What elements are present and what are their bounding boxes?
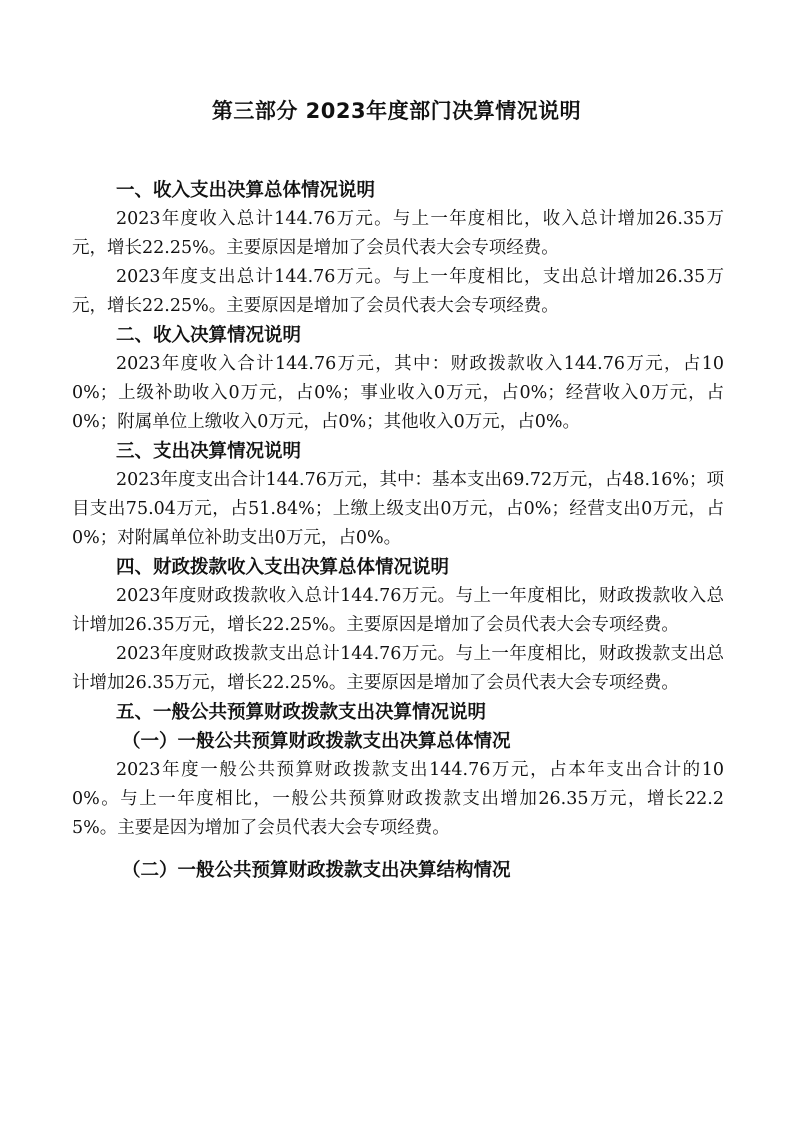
- section-heading-income-expenditure-overview: 一、收入支出决算总体情况说明: [116, 180, 376, 201]
- paragraph-fiscal-income: 2023年度财政拨款收入总计144.76万元。与上一年度相比，财政拨款收入总计增加26.35万元，增长22.25%。主要原因是增加了会员代表大会专项经费。: [72, 586, 724, 635]
- paragraph-income-breakdown: 2023年度收入合计144.76万元，其中：财政拨款收入144.76万元，占100%；上级补助收入0万元，占0%；事业收入0万元，占0%；经营收入0万元，占0%；附属单位上缴收入0万元，占0%；其他收入0万元，占0%。: [72, 354, 724, 432]
- paragraph-general-budget-overall: 2023年度一般公共预算财政拨款支出144.76万元，占本年支出合计的100%。与上一年度相比，一般公共预算财政拨款支出增加26.35万元，增长22.25%。主要是因为增加了会员代表大会专项经费。: [72, 760, 724, 838]
- paragraph-expenditure-breakdown: 2023年度支出合计144.76万元，其中：基本支出69.72万元，占48.16%；项目支出75.04万元，占51.84%；上缴上级支出0万元，占0%；经营支出0万元，占0%；对附属单位补助支出0万元，占0%。: [72, 470, 724, 548]
- subsection-heading-overall: （一）一般公共预算财政拨款支出决算总体情况: [122, 731, 511, 752]
- section-heading-income: 二、收入决算情况说明: [116, 325, 302, 346]
- section-heading-expenditure: 三、支出决算情况说明: [116, 441, 302, 462]
- subsection-heading-structure: （二）一般公共预算财政拨款支出决算结构情况: [122, 860, 511, 881]
- section-heading-fiscal-appropriation: 四、财政拨款收入支出决算总体情况说明: [116, 557, 450, 578]
- paragraph-income-total: 2023年度收入总计144.76万元。与上一年度相比，收入总计增加26.35万元，增长22.25%。主要原因是增加了会员代表大会专项经费。: [72, 209, 724, 258]
- paragraph-expenditure-total: 2023年度支出总计144.76万元。与上一年度相比，支出总计增加26.35万元，增长22.25%。主要原因是增加了会员代表大会专项经费。: [72, 267, 724, 316]
- page-title: 第三部分 2023年度部门决算情况说明: [211, 99, 582, 123]
- section-heading-general-public-budget: 五、一般公共预算财政拨款支出决算情况说明: [116, 702, 487, 723]
- paragraph-fiscal-expenditure: 2023年度财政拨款支出总计144.76万元。与上一年度相比，财政拨款支出总计增加26.35万元，增长22.25%。主要原因是增加了会员代表大会专项经费。: [72, 644, 724, 693]
- document-body: [72, 176, 724, 885]
